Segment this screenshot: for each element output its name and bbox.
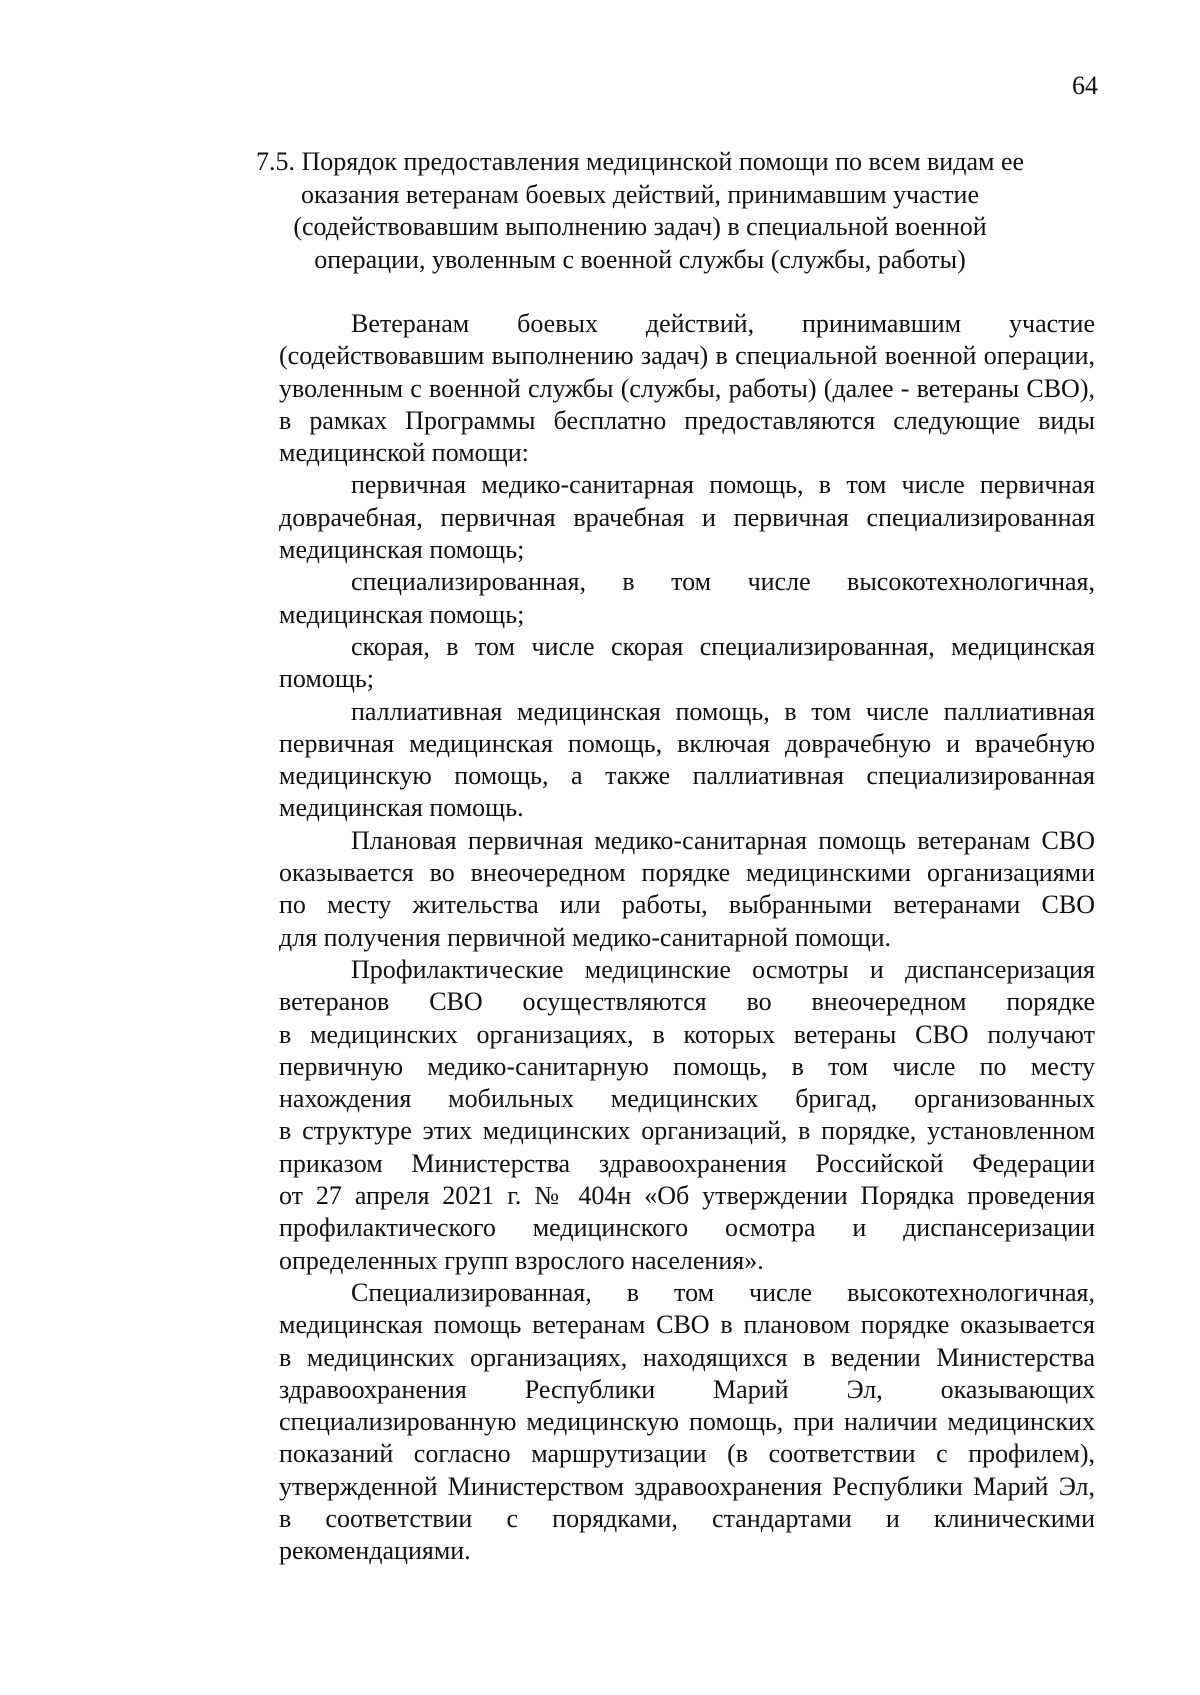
page-number: 64 (1072, 71, 1098, 100)
text-line: первичная медико-санитарная помощь, в том числе первичная (351, 470, 1095, 500)
text-line: Плановая первичная медико-санитарная помощь ветеранам СВО (351, 825, 1095, 855)
text-line: доврачебная, первичная врачебная и первичная специализированная (279, 502, 1095, 532)
text-line: профилактического медицинского осмотра и диспансеризации (279, 1213, 1095, 1243)
text-line: рекомендациями. (279, 1536, 471, 1566)
text-line: в соответствии с порядками, стандартами и клиническими (279, 1503, 1095, 1533)
text-line: паллиативная медицинская помощь, в том числе паллиативная (351, 696, 1095, 726)
text-line: специализированную медицинскую помощь, при наличии медицинских (279, 1407, 1095, 1437)
text-line: специализированная, в том числе высокотехнологичная, (351, 567, 1095, 597)
text-line: помощь; (279, 664, 374, 694)
text-line: уволенным с военной службы (службы, работы) (далее - ветераны СВО), (279, 373, 1095, 403)
text-line: здравоохранения Республики Марий Эл, оказывающих (279, 1374, 1095, 1404)
text-line: Специализированная, в том числе высокотехнологичная, (351, 1277, 1095, 1307)
text-line: утвержденной Министерством здравоохранения Республики Марий Эл, (279, 1471, 1095, 1501)
text-line: оказывается во внеочередном порядке медицинскими организациями (279, 858, 1095, 888)
text-line: медицинской помощи: (279, 438, 529, 468)
heading-line: 7.5. Порядок предоставления медицинской помощи по всем видам ее (255, 147, 1025, 176)
heading-line: (содействовавшим выполнению задач) в специальной военной (293, 212, 987, 241)
paragraph-planned-primary-care (207, 825, 1095, 954)
text-line: медицинская помощь; (279, 599, 525, 629)
text-line: по месту жительства или работы, выбранными ветеранами СВО (279, 890, 1095, 920)
text-line: Ветеранам боевых действий, принимавшим участие (351, 309, 1095, 338)
heading-line: операции, уволенным с военной службы (службы, работы) (314, 244, 966, 274)
body-text (207, 308, 1095, 1568)
text-line: от 27 апреля 2021 г. № 404н «Об утверждении Порядка проведения (279, 1181, 1095, 1211)
paragraph-emergency-care (207, 631, 1095, 696)
text-line: показаний согласно маршрутизации (в соответствии с профилем), (279, 1439, 1095, 1469)
text-line: первичная медицинская помощь, включая доврачебную и врачебную (279, 728, 1095, 758)
text-line: ветеранов СВО осуществляются во внеочередном порядке (279, 987, 1095, 1017)
section-heading (200, 146, 1080, 276)
text-line: в медицинских организациях, в которых ветераны СВО получают (279, 1019, 1095, 1049)
text-line: Профилактические медицинские осмотры и диспансеризация (351, 954, 1095, 984)
text-line: в структуре этих медицинских организаций, в порядке, установленном (279, 1116, 1095, 1146)
text-line: для получения первичной медико-санитарной помощи. (279, 922, 892, 952)
text-line: медицинскую помощь, а также паллиативная специализированная (279, 761, 1095, 791)
text-line: (содействовавшим выполнению задач) в специальной военной операции, (279, 341, 1095, 371)
text-line: медицинская помощь; (279, 535, 525, 565)
paragraph-veterans-intro (207, 308, 1095, 469)
text-line: первичную медико-санитарную помощь, в том числе по месту (279, 1051, 1095, 1081)
paragraph-preventive-exams (207, 954, 1095, 1277)
text-line: нахождения мобильных медицинских бригад, организованных (279, 1084, 1095, 1114)
text-line: в рамках Программы бесплатно предоставляются следующие виды (279, 405, 1095, 435)
heading-line: оказания ветеранам боевых действий, принимавшим участие (300, 179, 980, 209)
text-line: в медицинских организациях, находящихся в ведении Министерства (279, 1342, 1095, 1372)
paragraph-palliative-care (207, 696, 1095, 825)
text-line: скорая, в том числе скорая специализированная, медицинская (351, 631, 1095, 661)
text-line: определенных групп взрослого населения». (279, 1245, 764, 1275)
paragraph-specialized-care (207, 566, 1095, 631)
paragraph-primary-care (207, 469, 1095, 566)
text-line: приказом Министерства здравоохранения Российской Федерации (279, 1148, 1095, 1178)
text-line: медицинская помощь. (279, 793, 524, 823)
text-line: медицинская помощь ветеранам СВО в плановом порядке оказывается (279, 1310, 1095, 1340)
paragraph-specialized-planned (207, 1277, 1095, 1568)
